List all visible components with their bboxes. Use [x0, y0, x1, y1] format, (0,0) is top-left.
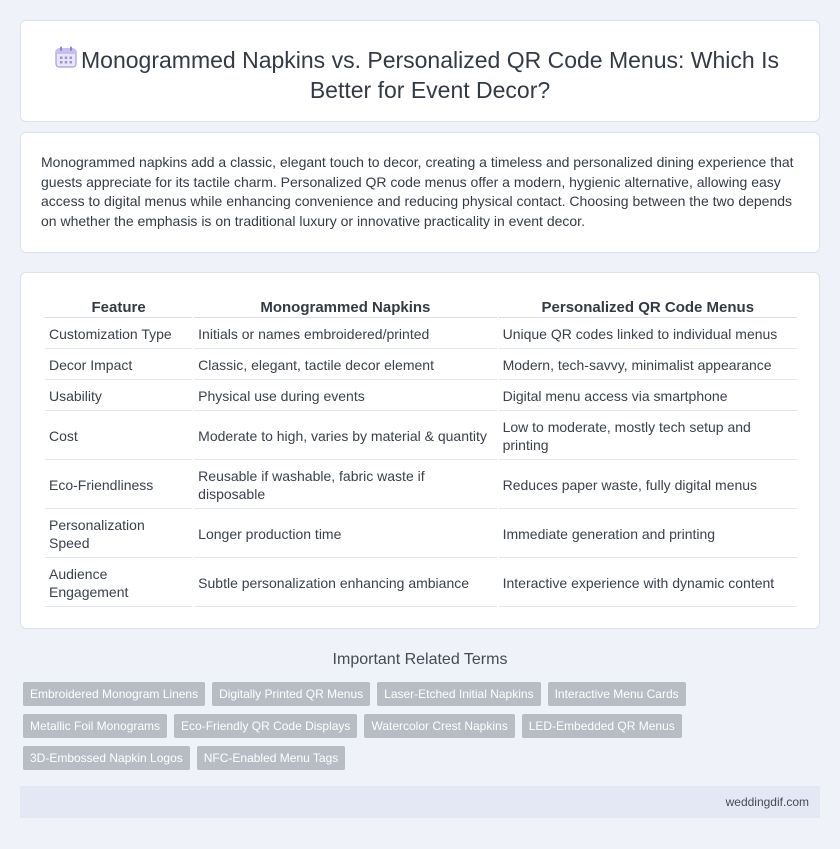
- footer-site-name[interactable]: weddingdif.com: [725, 795, 809, 809]
- related-terms-tags: [23, 682, 723, 778]
- napkins-cell: Moderate to high, varies by material & quantity: [194, 413, 496, 460]
- column-header-monogrammed-napkins: Monogrammed Napkins: [194, 297, 496, 318]
- related-term-tag[interactable]: Laser-Etched Initial Napkins: [377, 682, 540, 706]
- intro-paragraph: Monogrammed napkins add a classic, elegant touch to decor, creating a timeless and personalized dining experience that guests appreciate for its tactile charm. Personalized QR code menus offer a modern, hygienic alternative, allowing easy access to digital menus while enhancing convenience and reducing physical contact. Choosing between the two depends on whether the emphasis is on traditional luxury or innovative practicality in event decor.: [41, 154, 794, 229]
- column-header-qr-code-menus: Personalized QR Code Menus: [499, 297, 797, 318]
- napkins-cell: Initials or names embroidered/printed: [194, 320, 496, 349]
- related-term-tag[interactable]: Interactive Menu Cards: [548, 682, 686, 706]
- qr-menus-cell: Digital menu access via smartphone: [499, 382, 797, 411]
- napkins-cell: Subtle personalization enhancing ambiance: [194, 560, 496, 607]
- tag-row: [23, 714, 723, 738]
- table-row: [45, 351, 797, 380]
- comparison-table: [43, 295, 799, 609]
- table-row: [45, 511, 797, 558]
- feature-cell: Personalization Speed: [45, 511, 192, 558]
- feature-cell: Usability: [45, 382, 192, 411]
- feature-cell: Cost: [45, 413, 192, 460]
- feature-cell: Decor Impact: [45, 351, 192, 380]
- napkins-cell: Longer production time: [194, 511, 496, 558]
- feature-cell: Audience Engagement: [45, 560, 192, 607]
- table-row: [45, 462, 797, 509]
- title-card: [20, 20, 820, 122]
- related-term-tag[interactable]: Eco-Friendly QR Code Displays: [174, 714, 357, 738]
- related-term-tag[interactable]: 3D-Embossed Napkin Logos: [23, 746, 190, 770]
- table-row: [45, 413, 797, 460]
- related-term-tag[interactable]: NFC-Enabled Menu Tags: [197, 746, 346, 770]
- related-term-tag[interactable]: Digitally Printed QR Menus: [212, 682, 370, 706]
- tag-row: [23, 682, 723, 706]
- table-header-row: [45, 297, 797, 318]
- footer-bar: [20, 786, 820, 818]
- related-term-tag[interactable]: Watercolor Crest Napkins: [364, 714, 514, 738]
- napkins-cell: Physical use during events: [194, 382, 496, 411]
- table-row: [45, 560, 797, 607]
- qr-menus-cell: Low to moderate, mostly tech setup and printing: [499, 413, 797, 460]
- related-term-tag[interactable]: Embroidered Monogram Linens: [23, 682, 205, 706]
- related-term-tag[interactable]: Metallic Foil Monograms: [23, 714, 167, 738]
- feature-cell: Eco-Friendliness: [45, 462, 192, 509]
- qr-menus-cell: Modern, tech-savvy, minimalist appearance: [499, 351, 797, 380]
- table-row: [45, 320, 797, 349]
- tag-row: [23, 746, 723, 770]
- qr-menus-cell: Reduces paper waste, fully digital menus: [499, 462, 797, 509]
- qr-menus-cell: Interactive experience with dynamic content: [499, 560, 797, 607]
- feature-cell: Customization Type: [45, 320, 192, 349]
- comparison-table-card: [20, 272, 820, 629]
- page-title: Monogrammed Napkins vs. Personalized QR Code Menus: Which Is Better for Event Decor?: [81, 47, 779, 103]
- column-header-feature: Feature: [45, 297, 192, 318]
- table-row: [45, 382, 797, 411]
- related-terms-heading: Important Related Terms: [332, 651, 508, 668]
- intro-card: [20, 132, 820, 253]
- related-term-tag[interactable]: LED-Embedded QR Menus: [522, 714, 682, 738]
- napkins-cell: Reusable if washable, fabric waste if disposable: [194, 462, 496, 509]
- qr-menus-cell: Immediate generation and printing: [499, 511, 797, 558]
- qr-menus-cell: Unique QR codes linked to individual menus: [499, 320, 797, 349]
- napkins-cell: Classic, elegant, tactile decor element: [194, 351, 496, 380]
